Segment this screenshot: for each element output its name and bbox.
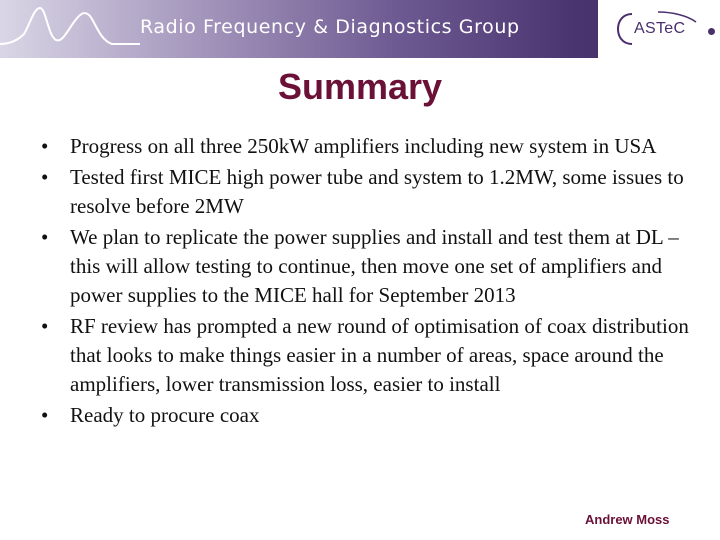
bullet-text: Tested first MICE high power tube and system to 1.2MW, some issues to resolve before 2MW	[70, 165, 684, 218]
bullet-item	[20, 312, 692, 399]
bullet-dot: •	[41, 134, 49, 158]
bullet-text: Progress on all three 250kW amplifiers including new system in USA	[70, 134, 657, 158]
page-title-text: Summary	[277, 66, 443, 107]
bullet-dot: •	[41, 165, 49, 189]
bullet-item	[20, 401, 692, 430]
logo-dot	[708, 28, 715, 35]
bullet-dot: •	[41, 225, 49, 249]
logo-text: ASTeC	[634, 20, 686, 37]
bullet-item	[20, 132, 692, 161]
bullet-text: We plan to replicate the power supplies and install and test them at DL – this will allow testing to continue, then move one set of amplifiers and power supplies to the MICE hall for September 2013	[70, 225, 679, 307]
bullet-item	[20, 163, 692, 221]
page-title	[0, 66, 720, 108]
bullet-dot: •	[41, 403, 49, 427]
bullet-dot: •	[41, 314, 49, 338]
group-title: Radio Frequency & Diagnostics Group	[140, 16, 520, 38]
bullet-text: Ready to procure coax	[70, 403, 260, 427]
author-name: Andrew Moss	[585, 512, 670, 527]
bullet-item	[20, 223, 692, 310]
waveform-graphic	[0, 0, 140, 58]
astec-logo	[598, 0, 720, 58]
bullet-text: RF review has prompted a new round of optimisation of coax distribution that looks to make things easier in a number of areas, space around the amplifiers, lower transmission loss, easier to install	[70, 314, 689, 396]
header-banner	[0, 0, 720, 58]
bullet-list	[20, 132, 692, 432]
